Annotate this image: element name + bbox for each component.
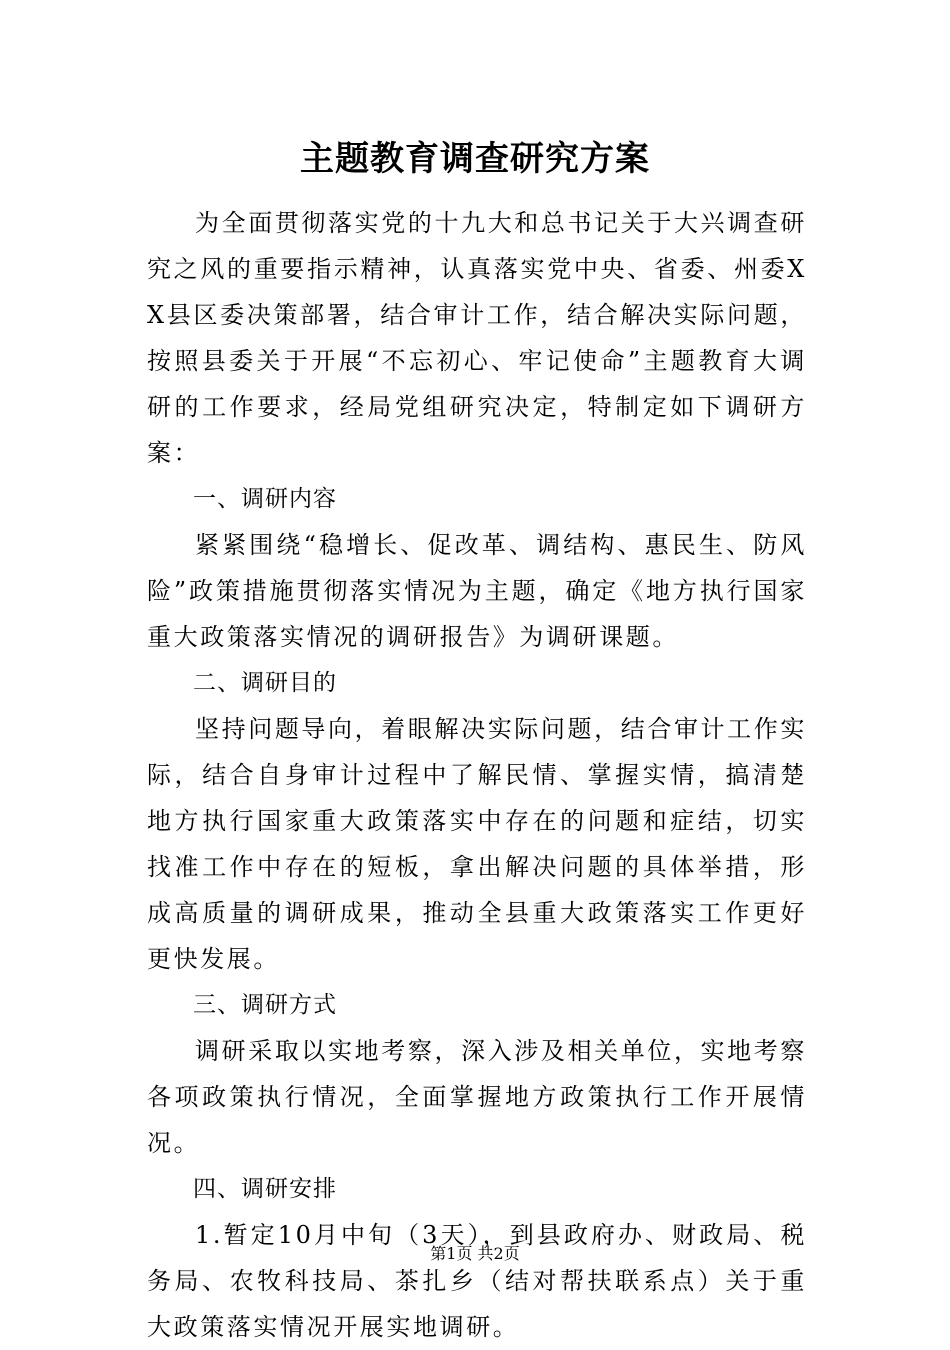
section-research-purpose <box>147 660 807 982</box>
section-heading: 二、调研目的 <box>193 670 337 696</box>
section-heading: 一、调研内容 <box>193 486 337 512</box>
page-number-footer: 第1页 共2页 <box>430 1244 520 1263</box>
page-title: 主题教育调查研究方案 <box>300 139 650 179</box>
section-heading: 三、调研方式 <box>193 992 337 1018</box>
section-paragraph: 1.暂定10月中旬（3天），到县政府办、财政局、税务局、农牧科技局、茶扎乡（结对帮扶联系点）关于重大政策落实情况开展实地调研。 <box>147 1221 807 1341</box>
section-paragraph: 坚持问题导向，着眼解决实际问题，结合审计工作实际，结合自身审计过程中了解民情、掌握实情，搞清楚地方执行国家重大政策落实中存在的问题和症结，切实找准工作中存在的短板，拿出解决问题的具体举措，形成高质量的调研成果，推动全县重大政策落实工作更好更快发展。 <box>147 715 807 973</box>
document-body <box>147 200 807 1350</box>
section-paragraph: 调研采取以实地考察，深入涉及相关单位，实地考察各项政策执行情况，全面掌握地方政策执行工作开展情况。 <box>147 1037 807 1157</box>
section-paragraph: 紧紧围绕“稳增长、促改革、调结构、惠民生、防风险”政策措施贯彻落实情况为主题，确定《地方执行国家重大政策落实情况的调研报告》为调研课题。 <box>147 531 807 651</box>
section-research-content <box>147 476 807 660</box>
intro-paragraph: 为全面贯彻落实党的十九大和总书记关于大兴调查研究之风的重要指示精神，认真落实党中央、省委、州委XX县区委决策部署，结合审计工作，结合解决实际问题，按照县委关于开展“不忘初心、牢记使命”主题教育大调研的工作要求，经局党组研究决定，特制定如下调研方案： <box>147 209 807 467</box>
section-heading: 四、调研安排 <box>193 1176 337 1202</box>
section-research-method <box>147 982 807 1166</box>
